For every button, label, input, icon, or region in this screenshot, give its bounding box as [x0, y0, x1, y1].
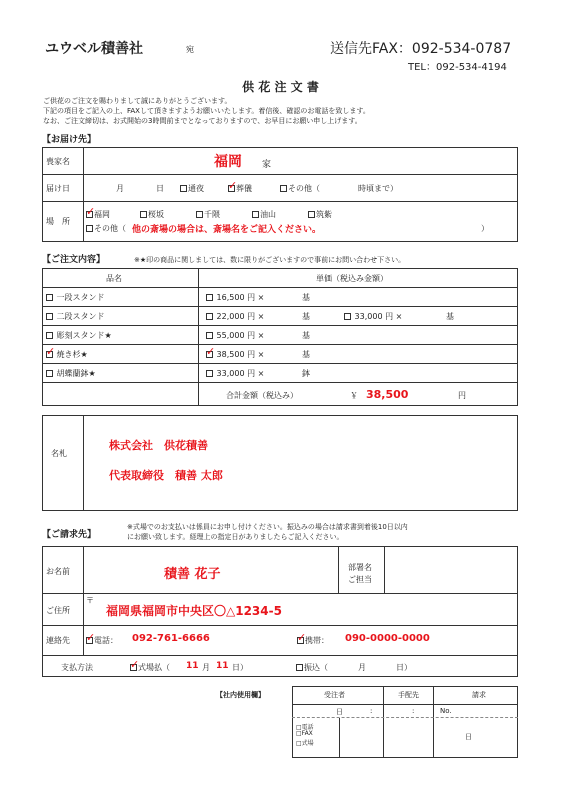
order-row-price[interactable]: 33,000 円 × — [206, 368, 264, 379]
pay-day-unit: 日） — [232, 663, 248, 672]
delivery-date-label: 届け日 — [46, 184, 70, 193]
name-label: お名前 — [46, 567, 70, 576]
pay-day-value[interactable]: 11 — [216, 661, 229, 671]
checkbox-checked[interactable] — [297, 637, 304, 644]
pay-month-unit: 月 — [202, 663, 210, 672]
place-sakurazaka[interactable]: 桜坂 — [140, 209, 164, 220]
pay-venue-option[interactable]: ✓ 式場払（ — [130, 662, 170, 673]
order-row-item[interactable]: 彫刻スタンド★ — [46, 330, 112, 341]
order-row-price[interactable]: 55,000 円 × — [206, 330, 264, 341]
nafuda-box — [42, 415, 518, 511]
postal-mark: 〒 — [86, 596, 94, 605]
order-row-item[interactable]: 胡蝶蘭鉢★ — [46, 368, 96, 379]
billing-section-heading: 【ご請求先】 — [42, 530, 97, 540]
place-fukuoka[interactable]: ✓福岡 — [86, 209, 110, 220]
checkbox-checked[interactable] — [86, 637, 93, 644]
intro-line-3: なお、ご注文締切は、お式開始の3時間前までとなっておりますので、お早目にお願い申し上げます。 — [43, 117, 362, 125]
office-opt-fax: □FAX — [296, 730, 313, 737]
addressee-suffix: 宛 — [186, 45, 194, 54]
family-name-label: 喪家名 — [46, 157, 70, 166]
mobile-option[interactable]: ✓ 携帯： — [297, 635, 329, 646]
order-row-unit: 基 — [302, 293, 310, 302]
family-name-suffix: 家 — [262, 160, 272, 170]
checkbox-checked[interactable] — [86, 211, 93, 218]
checkbox[interactable] — [46, 294, 53, 301]
document-title: 供 花 注 文 書 — [242, 80, 319, 94]
col-price-header: 単価（税込み金額） — [316, 274, 388, 283]
checkbox[interactable] — [46, 313, 53, 320]
contact-label: 連絡先 — [46, 636, 70, 645]
dept-label-2: ご担当 — [348, 575, 372, 584]
intro-line-1: ご供花のご注文を賜わりまして誠にありがとうございます。 — [43, 97, 232, 105]
order-row-unit: 基 — [302, 331, 310, 340]
checkbox[interactable] — [206, 294, 213, 301]
office-opt-phone: □電話 — [296, 724, 314, 731]
tel-number: TEL：092-534-4194 — [408, 62, 507, 73]
office-day-unit: 日 — [336, 708, 343, 716]
billing-note-2: にお願い致します。経理上の指定日がありましたらご記入ください。 — [127, 533, 344, 541]
address-value[interactable]: 福岡県福岡市中央区〇△1234-5 — [106, 604, 282, 618]
order-table — [42, 268, 518, 406]
intro-line-2: 下記の項目をご記入の上、FAXして頂きますようお願いいたします。着信後、確認のお電話を致します。 — [43, 107, 370, 115]
time-suffix: 時頃まで） — [358, 184, 398, 193]
checkbox[interactable] — [196, 211, 203, 218]
checkbox-checked[interactable] — [206, 351, 213, 358]
checkbox[interactable] — [86, 225, 93, 232]
checkbox[interactable] — [308, 211, 315, 218]
checkbox[interactable] — [180, 185, 187, 192]
mobile-value[interactable]: 090-0000-0000 — [345, 633, 430, 644]
checkbox-checked[interactable] — [130, 664, 137, 671]
pay2-month-unit: 月 — [358, 663, 366, 672]
pay-transfer-option[interactable]: 振込（ — [296, 662, 328, 673]
option-other[interactable]: その他（ — [280, 183, 320, 194]
other-place-close: ） — [481, 224, 489, 233]
family-name-value[interactable]: 福岡 — [214, 154, 242, 170]
office-opt-venue: □式場 — [296, 740, 314, 747]
fax-number: 送信先FAX：092-534-0787 — [330, 41, 512, 57]
checkbox-checked[interactable] — [46, 351, 53, 358]
office-col-orderer: 受注者 — [324, 691, 345, 699]
delivery-day-unit: 日 — [156, 184, 164, 193]
checkbox[interactable] — [206, 313, 213, 320]
office-colon-1: : — [370, 707, 373, 715]
order-row-unit-alt: 基 — [446, 312, 454, 321]
office-day-unit-2: 日 — [465, 733, 472, 741]
checkbox[interactable] — [140, 211, 147, 218]
checkbox[interactable] — [344, 313, 351, 320]
order-note: ※★印の商品に関しましては、数に限りがございますので事前にお問い合わせ下さい。 — [134, 256, 406, 264]
place-other[interactable]: その他（ — [86, 223, 126, 234]
order-row-unit: 基 — [302, 350, 310, 359]
payment-label: 支払方法 — [61, 663, 93, 672]
option-wake[interactable]: 通夜 — [180, 183, 204, 194]
office-number: No. — [440, 707, 452, 715]
dept-label-1: 部署名 — [348, 563, 372, 572]
order-row-price-alt[interactable]: 33,000 円 × — [344, 311, 402, 322]
checkbox[interactable] — [206, 332, 213, 339]
checkbox[interactable] — [280, 185, 287, 192]
order-row-price[interactable]: ✓ 38,500 円 × — [206, 349, 264, 360]
delivery-month-unit: 月 — [116, 184, 124, 193]
total-unit: 円 — [458, 391, 466, 400]
office-col-billing: 請求 — [472, 691, 486, 699]
pay2-day-unit: 日） — [396, 663, 412, 672]
office-use-label: 【社内使用欄】 — [216, 691, 265, 699]
office-col-arranger: 手配先 — [398, 691, 419, 699]
nafuda-line-1[interactable]: 株式会社 供花積善 — [109, 439, 208, 452]
order-row-price[interactable]: 16,500 円 × — [206, 292, 264, 303]
total-label: 合計金額（税込み） — [226, 391, 298, 400]
checkbox-checked[interactable] — [228, 185, 235, 192]
place-aburayama[interactable]: 油山 — [252, 209, 276, 220]
order-row-item[interactable]: ✓ 焼き杉★ — [46, 349, 88, 360]
name-value[interactable]: 積善 花子 — [164, 567, 221, 582]
total-value[interactable]: 38,500 — [366, 388, 409, 401]
order-row-item[interactable]: 二段スタンド — [46, 311, 105, 322]
company-name: ユウベル積善社 — [45, 41, 143, 57]
address-label: ご住所 — [46, 606, 70, 615]
place-chikuma[interactable]: 千隈 — [196, 209, 220, 220]
checkbox[interactable] — [296, 664, 303, 671]
checkbox[interactable] — [46, 332, 53, 339]
place-label: 場 所 — [46, 217, 70, 226]
checkbox[interactable] — [252, 211, 259, 218]
billing-note-1: ※式場でのお支払いは係員にお申し付けください。振込みの場合は請求書到着後10日以内 — [127, 523, 408, 531]
col-item-header: 品名 — [106, 274, 122, 283]
checkbox[interactable] — [46, 370, 53, 377]
order-row-unit: 鉢 — [302, 369, 310, 378]
checkbox[interactable] — [206, 370, 213, 377]
order-row-price[interactable]: 22,000 円 × — [206, 311, 264, 322]
order-row-item[interactable]: 一段スタンド — [46, 292, 105, 303]
pay-month-value[interactable]: 11 — [186, 661, 199, 671]
office-colon-2: : — [412, 707, 415, 715]
option-funeral[interactable]: ✓ 葬儀 — [228, 183, 252, 194]
other-place-note: 他の斎場の場合は、斎場名をご記入ください。 — [132, 225, 322, 235]
place-chikushi[interactable]: 筑紫 — [308, 209, 332, 220]
phone-value[interactable]: 092-761-6666 — [132, 633, 210, 644]
nafuda-label: 名札 — [51, 449, 67, 458]
order-section-heading: 【ご注文内容】 — [42, 255, 106, 265]
nafuda-line-2[interactable]: 代表取締役 積善 太郎 — [109, 469, 223, 482]
delivery-section-heading: 【お届け先】 — [42, 135, 97, 145]
order-row-unit: 基 — [302, 312, 310, 321]
yen-mark: ￥ — [350, 391, 358, 400]
phone-option[interactable]: ✓ 電話： — [86, 635, 118, 646]
